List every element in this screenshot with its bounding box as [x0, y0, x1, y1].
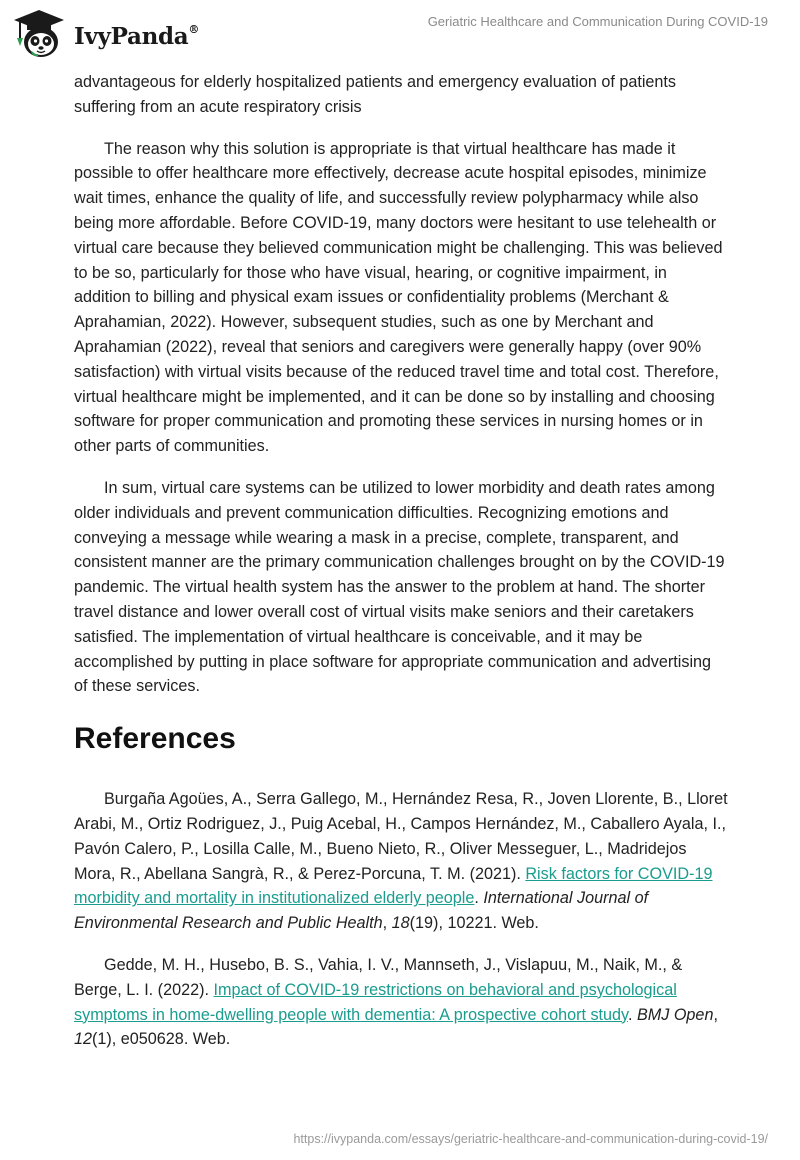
footer-url[interactable]: https://ivypanda.com/essays/geriatric-healthcare-and-communication-during-covid-19/ — [293, 1132, 768, 1146]
essay-content — [74, 70, 728, 1069]
reference-volume: 12 — [74, 1030, 93, 1049]
paragraph-continued: advantageous for elderly hospitalized patients and emergency evaluation of patients suffering from an acute respiratory crisis — [74, 73, 677, 116]
reference-authors: Gedde, M. H., Husebo, B. S., Vahia, I. V., Mannseth, J., Vislapuu, M., Naik, M., & Berge, L. I. (2022). — [74, 955, 683, 999]
brand-name — [74, 23, 199, 50]
reference-item — [74, 787, 728, 936]
reference-comma: , — [382, 914, 392, 933]
brand-logo[interactable] — [10, 6, 199, 60]
page-header — [0, 0, 800, 66]
reference-separator: . — [627, 1005, 637, 1024]
reference-rest: (19), 10221. Web. — [409, 914, 539, 933]
panda-logo-icon — [10, 6, 68, 60]
reference-rest: (1), e050628. Web. — [92, 1030, 231, 1049]
reference-journal: International Journal of Environmental Research and Public Health — [74, 889, 649, 933]
reference-item — [74, 953, 728, 1052]
reference-separator: . — [474, 889, 484, 908]
references-heading: References — [74, 722, 236, 756]
registered-mark: ® — [188, 22, 200, 36]
reference-volume: 18 — [391, 914, 410, 933]
paragraph-conclusion: In sum, virtual care systems can be utilized to lower morbidity and death rates among older individuals and prevent communication difficulties. Recognizing emotions and conveying a message while wearing a mask in a precise, complete, transparent, and consistent manner are the primary communication challenges brought on by the COVID-19 pandemic. The virtual health system has the answer to the problem at hand. The shorter travel distance and lower overall cost of virtual visits make seniors and their caretakers satisfied. The implementation of virtual healthcare is conceivable, and it may be accomplished by putting in place software for appropriate communication and advertising of these services. — [74, 478, 725, 696]
reference-title-link[interactable]: Impact of COVID-19 restrictions on behavioral and psychological symptoms in home-dwelling people with dementia: A prospective cohort study — [74, 980, 677, 1024]
reference-comma: , — [713, 1005, 718, 1024]
brand-name-text: IvyPanda — [74, 22, 189, 50]
reference-journal: BMJ Open — [636, 1005, 714, 1024]
paragraph-solution: The reason why this solution is appropriate is that virtual healthcare has made it possible to offer healthcare more effectively, decrease acute hospital episodes, minimize wait times, enhance the quality of life, and successfully review polypharmacy while also being more affordable. Before COVID-19, many doctors were hesitant to use telehealth or virtual care because they believed communication might be challenging. This was believed to be so, particularly for those who have visual, hearing, or cognitive impairment, in addition to billing and physical exam issues or confidentiality problems (Merchant & Aprahamian, 2022). However, subsequent studies, such as one by Merchant and Aprahamian (2022), reveal that seniors and caregivers were generally happy (over 90% satisfaction) with virtual visits because of the reduced travel time and total cost. Therefore, virtual healthcare might be implemented, and it can be done so by installing and choosing software for proper communication and promoting these services in nursing homes or in other parts of communities. — [74, 139, 723, 456]
document-title: Geriatric Healthcare and Communication During COVID-19 — [427, 14, 768, 29]
reference-title-link[interactable]: Risk factors for COVID-19 morbidity and mortality in institutionalized elderly people — [74, 864, 713, 908]
reference-authors: Burgaña Agoües, A., Serra Gallego, M., Hernández Resa, R., Joven Llorente, B., Lloret Arabi, M., Ortiz Rodriguez, J., Puig Acebal, H., Campos Hernández, M., Caballero Ayala, I., Pavón Calero, P., Losilla Calle, M., Bueno Nieto, R., Oliver Messeguer, L., Madridejos Mora, R., Abellana Sangrà, R., & Perez-Porcuna, T. M. (2021). — [74, 790, 728, 883]
